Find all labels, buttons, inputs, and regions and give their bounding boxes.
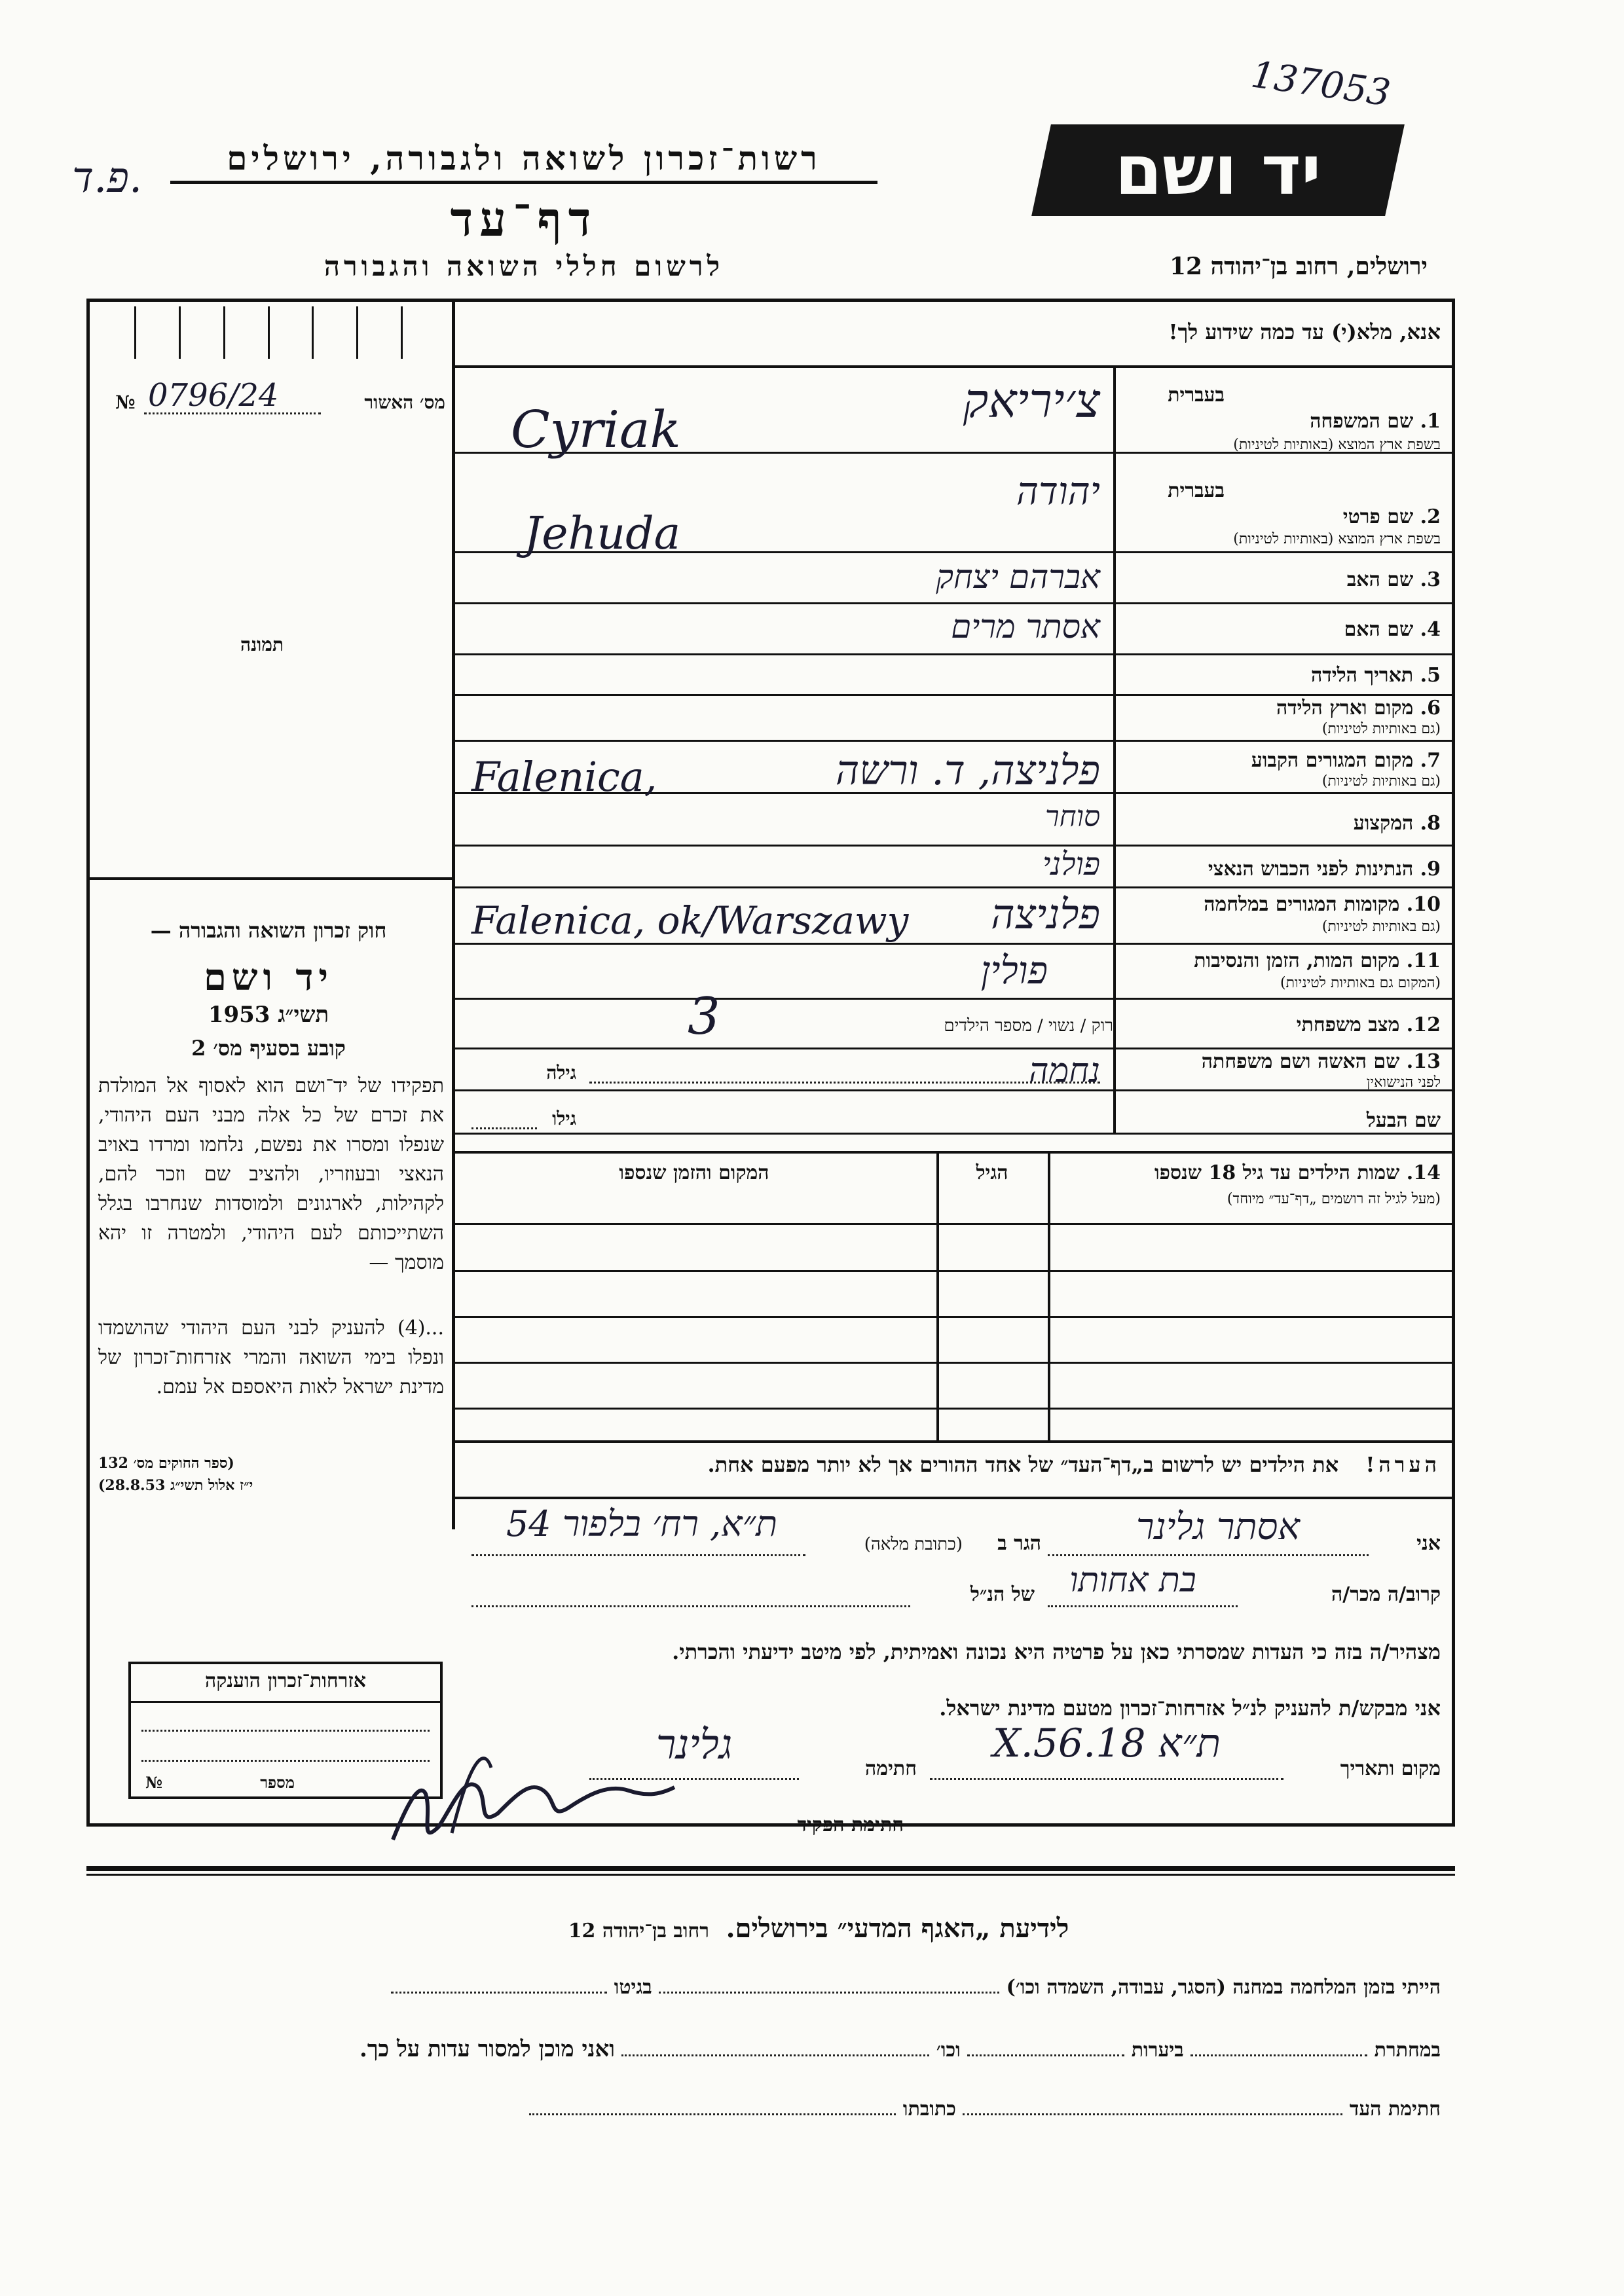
field-3-label: 3. שם האב	[1346, 568, 1441, 591]
form-subtitle: לרשום חללי השואה והגבורה	[323, 250, 724, 282]
field-2-sub: בשפת ארץ המוצא (באותיות לטיניות)	[1233, 531, 1441, 547]
citizenship-number-prefix: №	[145, 1773, 163, 1792]
officer-signature-label: חתימת הפקיד	[797, 1813, 904, 1836]
officer-signature	[380, 1728, 681, 1859]
number-boxes	[92, 306, 445, 359]
citizenship-box-title: אזרחות־זכרון הוענקה	[204, 1669, 367, 1692]
decl-request: אני מבקש/ת להעניק לנ״ל אזרחות־זכרון מטעם מדינת ישראל.	[939, 1696, 1441, 1721]
field-2-value-latin: Jehuda	[524, 508, 681, 560]
field-1-value-hebrew: צ׳יריאק	[963, 373, 1100, 428]
bottom-line2-d: ואני מוכן למסור עדות על כך.	[360, 2036, 615, 2062]
field-6-sub: (גם באותיות לטיניות)	[1321, 721, 1441, 737]
field-11-label: 11. מקום המות, הזמן והנסיבות	[1194, 949, 1441, 972]
bottom-line3-a: חתימת העד	[1349, 2098, 1441, 2121]
bottom-line2-a: במחתרת	[1374, 2039, 1441, 2062]
bottom-line2-c: וכו׳	[936, 2039, 961, 2062]
field-3-value: אברהם יצחק	[936, 558, 1100, 596]
field-1-tag: בעברית	[1168, 384, 1225, 407]
decl-statement: מצהיר/ה בזה כי העדות שמסרתי כאן על פרטיה היא נכונה ואמיתית, לפי מיטב ידיעתי והכרתי.	[672, 1639, 1441, 1664]
decl-residing-label: הגר ב	[997, 1532, 1041, 1555]
field-9-value: פולני	[1042, 846, 1100, 883]
note	[458, 1452, 1441, 1477]
field-7-value-latin: Falenica,	[471, 753, 657, 801]
field-12-value: 3	[688, 987, 720, 1046]
form-title: דף־עד	[450, 191, 598, 247]
field-6-label: 6. מקום וארץ הלידה	[1276, 697, 1441, 720]
field-12-options: רוק / נשוי / מספר הילדים	[944, 1016, 1113, 1036]
field-8-label: 8. המקצוע	[1353, 812, 1441, 835]
approval-value: 0796/24	[148, 377, 279, 414]
bottom-line2-b: ביערות	[1131, 2039, 1184, 2062]
photo-label: תמונה	[240, 634, 284, 655]
field-11-value: פולין	[980, 948, 1048, 993]
field-4-label: 4. שם האם	[1344, 618, 1441, 641]
field-10-label: 10. מקומות המגורים במלחמה	[1204, 893, 1441, 916]
field-9-label: 9. הנתינות לפני הכבוש הנאצי	[1208, 858, 1441, 881]
decl-place-date-label: מקום ותאריך	[1340, 1757, 1441, 1780]
field-11-sub: (המקום גם באותיות לטיניות)	[1280, 975, 1441, 991]
children-col-age: הגיל	[976, 1161, 1008, 1184]
bottom-title-text: לידיעת „האגף המדעי״ בירושלים.	[726, 1913, 1069, 1944]
field-7-label: 7. מקום המגורים הקבוע	[1251, 749, 1441, 772]
decl-signature-value: גלינר	[655, 1721, 733, 1768]
decl-address-hint: (כתובת מלאה)	[864, 1535, 963, 1554]
field-1-sub: בשפת ארץ המוצא (באותיות לטיניות)	[1233, 437, 1441, 453]
law-year: תשי״ג 1953	[208, 1002, 329, 1028]
law-title: חוק זכרון השואה והגבורה —	[150, 918, 387, 943]
decl-signature-label: חתימה	[865, 1757, 917, 1780]
decl-relation-label: קרוב/ה מכר/ה	[1331, 1583, 1441, 1606]
field-2-value-hebrew: יהודה	[1016, 469, 1100, 513]
field-13-value: נחמה	[1029, 1051, 1100, 1091]
field-husband-label: שם הבעל	[1366, 1109, 1441, 1132]
children-col-place: המקום והזמן שנספו	[619, 1161, 769, 1184]
bottom-line1-b: בגיטו	[614, 1976, 652, 1999]
logo-text: יד ושם	[1115, 130, 1321, 210]
field-10-value-latin: Falenica, ok/Warszawy	[471, 898, 909, 943]
field-8-value: סוחר	[1045, 800, 1100, 833]
decl-relation-value: בת אחותו	[1069, 1561, 1196, 1600]
law-section: קובע בסעיף מס׳ 2	[191, 1036, 346, 1061]
field-7-value-hebrew: פלניצה, ד. ורשה	[835, 746, 1100, 794]
bottom-address: רחוב בן־יהודה 12	[568, 1920, 710, 1942]
instruction: אנא, מלא(י) עד כמה שידוע לך!	[1168, 319, 1441, 344]
field-10-sub: (גם באותיות לטיניות)	[1321, 919, 1441, 935]
institution-name: רשות־זכרון לשואה ולגבורה, ירושלים	[227, 139, 821, 177]
decl-of-label: של הנ״ל	[970, 1583, 1035, 1606]
margin-note: פ.ד.	[72, 154, 143, 202]
field-7-sub: (גם באותיות לטיניות)	[1321, 773, 1441, 790]
logo	[1031, 124, 1405, 216]
approval-prefix: №	[115, 392, 136, 413]
decl-address: ת״א, רח׳ בלפור 54	[506, 1503, 778, 1544]
bottom-title	[458, 1913, 1179, 1944]
citizenship-number-label: מספר	[260, 1773, 295, 1792]
field-2-tag: בעברית	[1168, 479, 1225, 502]
law-ref-1: (ספר החוקים מס׳ 132	[98, 1455, 234, 1472]
law-text-2: ...(4) להעניק לבני העם היהודי שהושמדו ונפלו בימי השואה והמרי אזרחות־זכרון של מדינת ישראל לאות היאספם אל עמם.	[98, 1317, 444, 1398]
bottom-line3-b: כתובתו	[902, 2098, 956, 2121]
field-husband-age-label: גילו	[552, 1108, 576, 1129]
bottom-line1	[98, 1976, 1441, 1999]
law-text: תפקידו של יד־ושם הוא לאסוף אל המולדת את זכרם של כל אלה מבני העם היהודי, שנפלו ומסרו את נפשם, נלחמו ומרדו באויב הנאצי ובעוזריו, ולהציב שם וזכר להם, לקהילות, לארגונים ולמוסדות שנחרבו בגלל השתייכותם לעם היהודי, ולמטרה זו יהא מוסמך —	[98, 1074, 444, 1274]
field-5-label: 5. תאריך הלידה	[1311, 664, 1441, 687]
field-13-label: 13. שם האשה ושם משפחתה	[1201, 1050, 1441, 1073]
decl-place-date-value: ת״א 18.X.56	[992, 1721, 1221, 1766]
field-13-sub: לפני הנישואין	[1366, 1074, 1441, 1091]
decl-i-label: אני	[1416, 1532, 1441, 1555]
decl-name: אסתר גלינר	[1135, 1506, 1300, 1548]
note-text: את הילדים יש לרשום ב„דף־העד״ של אחד ההורים אך לא יותר מפעם אחת.	[707, 1452, 1339, 1477]
note-label: הערה!	[1365, 1452, 1441, 1477]
field-13-age-label: גילה	[546, 1062, 576, 1084]
field-1-label: 1. שם המשפחה	[1310, 410, 1441, 433]
archive-number: 137053	[1248, 53, 1393, 115]
address: ירושלים, רחוב בן־יהודה 12	[1169, 253, 1428, 280]
field-4-value: אסתר מרים	[951, 608, 1100, 646]
field-12-label: 12. מצב משפחתי	[1296, 1013, 1441, 1036]
field-10-value-hebrew: פלניצה	[991, 890, 1100, 938]
field-1-value-latin: Cyriak	[511, 401, 681, 460]
field-2-label: 2. שם פרטי	[1342, 505, 1441, 528]
law-name: יד ושם	[203, 956, 334, 999]
children-col-names-sub: (מעל לגיל זה רושמים „דף־עד״ מיוחד)	[1227, 1191, 1441, 1207]
law-ref-2: י״ז אלול תשי״ג 28.8.53)	[98, 1477, 253, 1494]
children-col-names: 14. שמות הילדים עד גיל 18 שנספו	[1154, 1161, 1441, 1184]
bottom-line3	[98, 2098, 1441, 2121]
bottom-line2	[98, 2036, 1441, 2062]
approval-label: מס׳ האשור	[364, 392, 445, 413]
bottom-line1-a: הייתי בזמן המלחמה במחנה (הסגר, עבודה, השמדה וכו׳)	[1006, 1976, 1441, 1999]
